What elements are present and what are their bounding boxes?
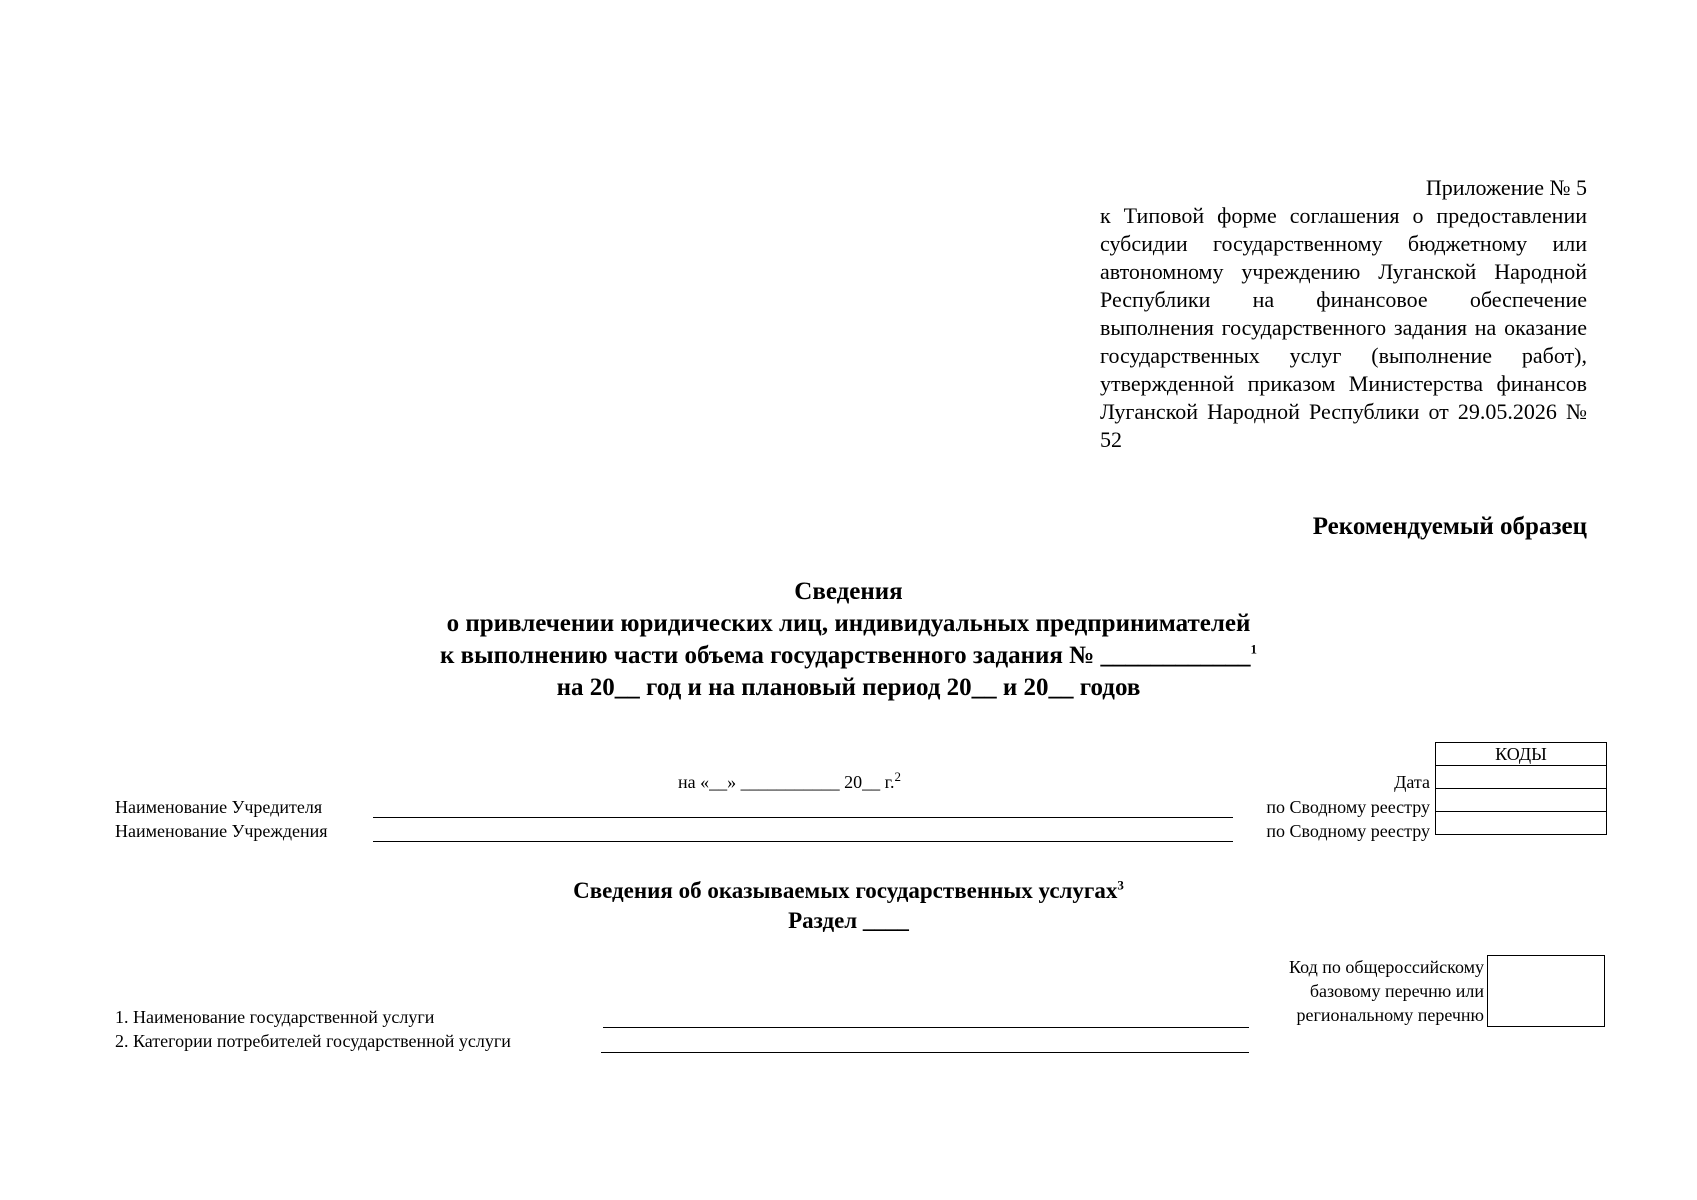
consumer-categories-label: 2. Категории потребителей государственной услуги [115, 1031, 511, 1051]
institution-label: Наименование Учреждения [115, 821, 328, 841]
sample-label: Рекомендуемый образец [1312, 513, 1587, 540]
codes-header: КОДЫ [1436, 743, 1607, 766]
footnote-3: 3 [1117, 877, 1124, 893]
consumer-categories-field-line[interactable] [601, 1052, 1249, 1053]
document-subtitle-line-2 [0, 640, 1697, 672]
subtitle-line-2-text: к выполнению части объема государственного задания № [439, 642, 1095, 669]
registry-code-cell-1[interactable] [1436, 789, 1607, 812]
codes-table [1435, 742, 1607, 835]
date-code-cell[interactable] [1436, 766, 1607, 789]
base-list-code-box[interactable] [1487, 955, 1605, 1027]
registry-label-1: по Сводному реестру [1266, 797, 1430, 817]
appendix-text: к Типовой форме соглашения о предоставлении субсидии государственному бюджетному или автономному учреждению Луганской Народной Республики на финансовое обеспечение выполнения государственного задания на оказание государственных услуг (выполнение работ), утвержденной приказом Министерства финансов Луганской Народной Республики от 29.05.2026 № 52 [1100, 203, 1587, 452]
registry-label-2: по Сводному реестру [1266, 821, 1430, 841]
report-date-text[interactable]: на «__» ___________ 20__ г. [678, 772, 895, 792]
services-title-text: Сведения об оказываемых государственных услугах [573, 878, 1118, 903]
base-list-code-label: Код по общероссийскому базовому перечню или региональному перечню [1289, 957, 1484, 1025]
founder-field-line[interactable] [373, 817, 1233, 818]
service-name-label: 1. Наименование государственной услуги [115, 1007, 435, 1027]
footnote-2: 2 [894, 769, 901, 784]
footnote-1: 1 [1250, 641, 1258, 657]
section-number: Раздел ____ [788, 908, 909, 933]
institution-field-line[interactable] [373, 841, 1233, 842]
service-name-field-line[interactable] [603, 1027, 1249, 1028]
appendix-title: Приложение № 5 [1425, 175, 1587, 200]
services-title [0, 876, 1697, 906]
document-period-line: на 20__ год и на плановый период 20__ и 20__ годов [556, 674, 1141, 701]
document-subtitle-line-1: о привлечении юридических лиц, индивидуальных предпринимателей [446, 610, 1251, 637]
task-number-blank[interactable]: ____________ [1100, 642, 1251, 669]
registry-code-cell-2[interactable] [1436, 812, 1607, 835]
founder-label: Наименование Учредителя [115, 797, 323, 817]
document-title: Сведения [794, 578, 903, 605]
date-label: Дата [1394, 772, 1430, 792]
report-date-line [678, 771, 901, 793]
